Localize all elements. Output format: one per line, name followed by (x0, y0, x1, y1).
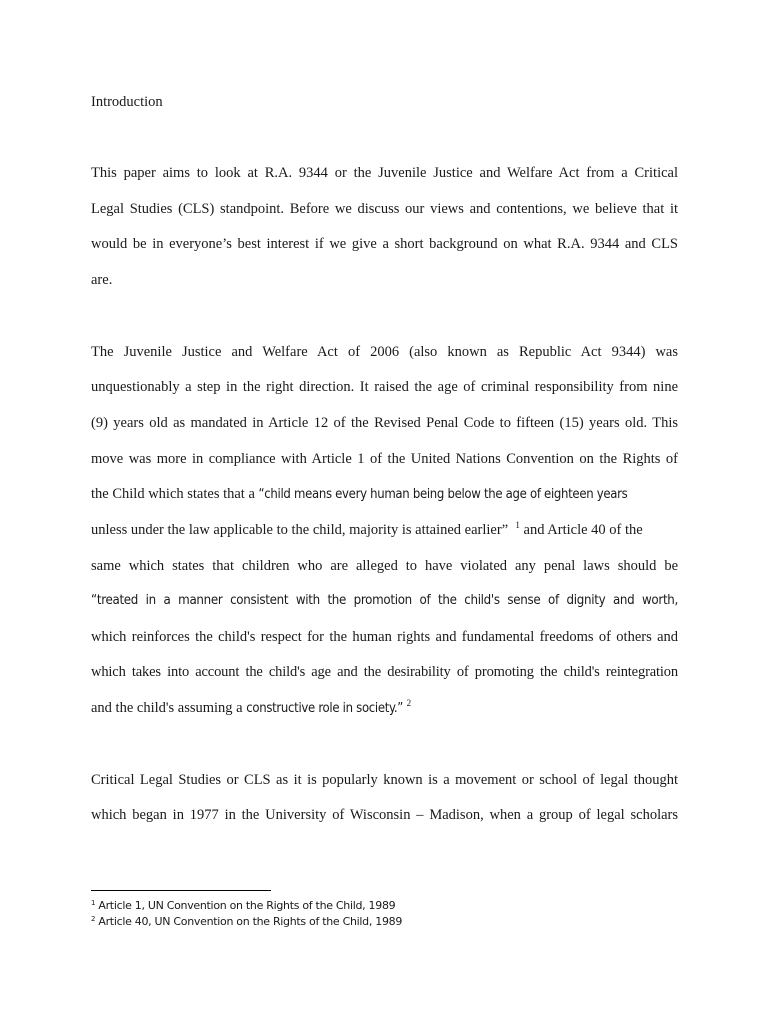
footnote-number: 2 (91, 915, 96, 923)
quoted-text: constructive role in society.” (246, 701, 403, 716)
quoted-text: “child means every human being below the age of eighteen years (258, 487, 628, 502)
text-line (91, 698, 678, 718)
footnote-2 (91, 914, 402, 930)
text-line: are. (91, 272, 113, 288)
text-line: move was more in compliance with Article 1 of the United Nations Convention on the Rights of (91, 451, 678, 467)
text-line: The Juvenile Justice and Welfare Act of 2006 (also known as Republic Act 9344) was (91, 344, 678, 360)
text-line: which reinforces the child's respect for the human rights and fundamental freedoms of others and (91, 629, 678, 645)
text-segment: unless under the law applicable to the child, majority is attained earlier” (91, 522, 509, 538)
text-line: which takes into account the child's age and the desirability of promoting the child's reintegration (91, 664, 678, 680)
footnote-1 (91, 898, 395, 914)
text-line: would be in everyone’s best interest if we give a short background on what R.A. 9344 and CLS (91, 236, 678, 252)
text-line (91, 520, 678, 540)
footnote-text: Article 40, UN Convention on the Rights of the Child, 1989 (98, 915, 403, 928)
text-line: Legal Studies (CLS) standpoint. Before we discuss our views and contentions, we believe that it (91, 201, 678, 217)
text-line: which began in 1977 in the University of Wisconsin – Madison, when a group of legal scholars (91, 807, 678, 823)
footnote-reference[interactable]: 2 (406, 698, 412, 708)
text-line: unquestionably a step in the right direction. It raised the age of criminal responsibility from nine (91, 379, 678, 395)
footnote-separator (91, 890, 271, 891)
text-line (91, 484, 678, 504)
text-segment: and Article 40 of the (523, 522, 643, 538)
text-segment: the Child which states that a (91, 486, 259, 502)
text-line: same which states that children who are alleged to have violated any penal laws should be (91, 558, 678, 574)
text-line: Critical Legal Studies or CLS as it is popularly known is a movement or school of legal thought (91, 772, 678, 788)
section-heading: Introduction (91, 94, 163, 110)
text-line: This paper aims to look at R.A. 9344 or the Juvenile Justice and Welfare Act from a Critical (91, 165, 678, 181)
footnote-text: Article 1, UN Convention on the Rights of the Child, 1989 (98, 899, 396, 912)
footnote-number: 1 (91, 899, 96, 907)
text-line: (9) years old as mandated in Article 12 of the Revised Penal Code to fifteen (15) years old. This (91, 415, 678, 431)
quoted-text-line: “treated in a manner consistent with the promotion of the child's sense of dignity and worth, (91, 593, 678, 608)
text-segment: and the child's assuming a (91, 700, 247, 716)
footnote-reference[interactable]: 1 (515, 520, 520, 530)
